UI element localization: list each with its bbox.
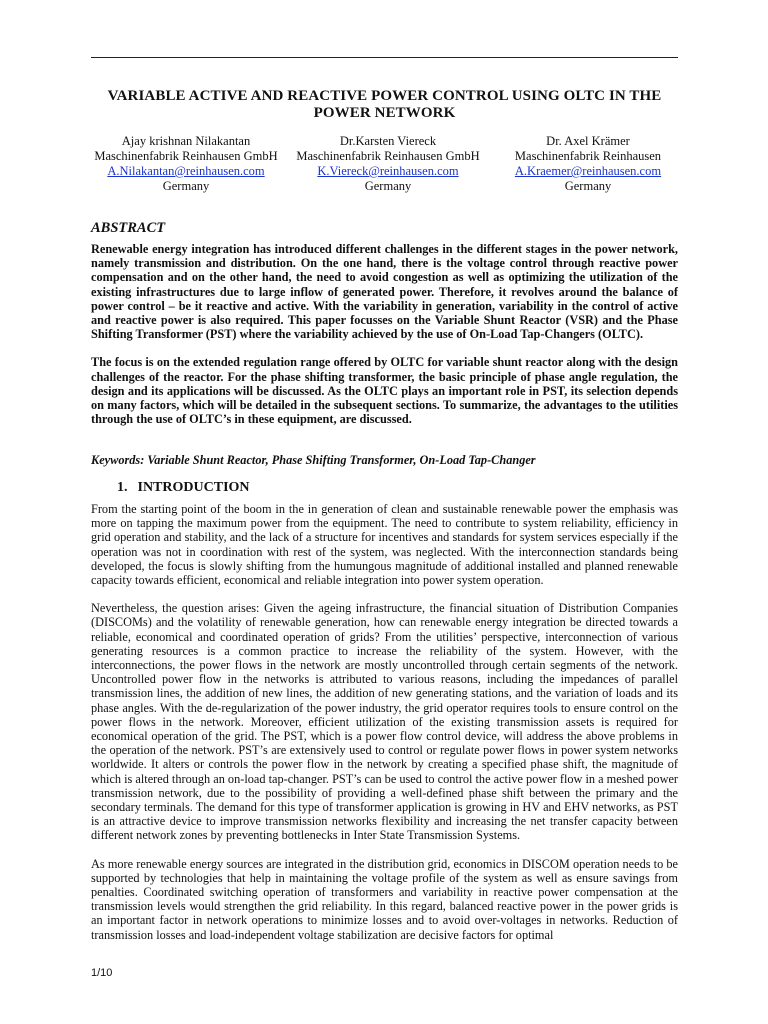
section-number: 1. bbox=[117, 480, 128, 495]
body-paragraph: Nevertheless, the question arises: Given the ageing infrastructure, the financial situation of Distribution Companies (DISCOMs) and the volatility of renewable generation, how can renewable energy integration be directed towards a reliable, economical and coordinated operation of grids? From the utilities’ perspective, interconnection of various generating resources is a common practice to increase the reliability of the system. However, with the interconnections, the power flows in the network are mostly uncontrolled through certain segments of the network. Uncontrolled power flow in the networks is attributed to various reasons, including the impedances of parallel transmission lines, the addition of new lines, the addition of new generating stations, and the variation of loads and its phase angles. With the de-regularization of the power industry, the grid operator requires tools to ensure control on the power flows in the network. Moreover, efficient utilization of the existing transmission assets is required for economical operation of the grid. The PST, which is a power flow control device, will address the above problems in the operation of the network. PST’s are extensively used to control or regulate power flows in power system networks worldwide. It alters or controls the power flow in the network by creating a specified phase shift, the magnitude of which is altered through an on-load tap-changer. PST’s can be used to control the active power flow in a meshed power transmission network, due to the possibility of providing a well-defined phase shift between the primary and the secondary terminals. The demand for this type of transformer application is growing in HV and EHV networks, as PST is an attractive device to improve transmission networks flexibility and increasing the net transfer capacity between different network zones by preventing bottlenecks in Inter State Transmission Systems. bbox=[91, 601, 679, 843]
body-paragraph: From the starting point of the boom in the in generation of clean and sustainable renewable power the emphasis was more on tapping the maximum power from the equipment. The need to contribute to system reliability, efficiency in grid operation and stability, and the lack of a structure for incentives and standards for system services especially if the operation was not in coordination with rest of the system, was neglected. With the interconnection standards being developed, the focus is slowly shifting from the humungous magnitude of additional installed and planned renewable capacity towards efficient, economical and reliable integration into power system operation. bbox=[91, 502, 678, 588]
author-name: Ajay krishnan Nilakantan bbox=[121, 134, 251, 148]
author-email-link[interactable]: A.Nilakantan@reinhausen.com bbox=[107, 164, 265, 178]
section-heading-introduction bbox=[117, 480, 250, 496]
paper-title: VARIABLE ACTIVE AND REACTIVE POWER CONTROL USING OLTC IN THE POWER NETWORK bbox=[107, 88, 662, 121]
top-rule bbox=[91, 57, 678, 58]
section-title: INTRODUCTION bbox=[137, 480, 250, 495]
body-paragraph: As more renewable energy sources are integrated in the distribution grid, economics in DISCOM operation needs to be supported by technologies that help in maintaining the voltage profile of the system as well as ensure savings from penalties. Coordinated switching operation of transformers and variability in reactive power compensation at the transmission levels would strengthen the grid reliability. In this regard, balanced reactive power in the power grids is an important factor in network operations to minimize losses and to avoid over-voltages in networks. Reduction of transmission losses and load-independent voltage stabilization are decisive factors for optimal bbox=[91, 856, 678, 942]
author-2 bbox=[289, 134, 487, 194]
author-affiliation: Maschinenfabrik Reinhausen GmbH bbox=[296, 149, 480, 163]
abstract-body bbox=[91, 242, 678, 440]
author-country: Germany bbox=[364, 179, 412, 193]
author-country: Germany bbox=[564, 179, 612, 193]
abstract-paragraph: Renewable energy integration has introduced different challenges in the different stages in the power network, namely transmission and distribution. On the one hand, there is the voltage control through reactive power compensation and on the other hand, the need to avoid congestion as well as optimizing the utilization of the existing infrastructures due to large inflow of generated power. Therefore, it revolves around the balance of power control – be it reactive and active. With the variability in generation, variability in the control of active and reactive power is also required. This paper focusses on the Variable Shunt Reactor (VSR) and the Phase Shifting Transformer (PST) where the variability achieved by the use of On-Load Tap-Changers (OLTC). bbox=[91, 242, 678, 342]
author-1 bbox=[83, 134, 289, 194]
abstract-paragraph: The focus is on the extended regulation range offered by OLTC for variable shunt reactor along with the design challenges of the reactor. For the phase shifting transformer, the basic principle of phase angle regulation, the design and its applications will be discussed. As the OLTC plays an important role in PST, its selection depends on many factors, which will be detailed in the subsequent sections. To summarize, the advantages to the utilities through the use of OLTC’s in these equipment, are discussed. bbox=[91, 355, 678, 427]
author-affiliation: Maschinenfabrik Reinhausen GmbH bbox=[94, 149, 278, 163]
keywords: Keywords: Variable Shunt Reactor, Phase Shifting Transformer, On-Load Tap-Changer bbox=[91, 453, 536, 467]
abstract-heading: ABSTRACT bbox=[91, 220, 166, 236]
author-block bbox=[91, 134, 678, 194]
author-3 bbox=[493, 134, 683, 194]
author-affiliation: Maschinenfabrik Reinhausen bbox=[514, 149, 662, 163]
author-email-link[interactable]: K.Viereck@reinhausen.com bbox=[317, 164, 459, 178]
author-country: Germany bbox=[162, 179, 210, 193]
author-name: Dr.Karsten Viereck bbox=[339, 134, 437, 148]
author-name: Dr. Axel Krämer bbox=[546, 134, 630, 148]
author-email-link[interactable]: A.Kraemer@reinhausen.com bbox=[514, 164, 662, 178]
page-number: 1/10 bbox=[91, 967, 113, 979]
introduction-body bbox=[91, 502, 678, 956]
